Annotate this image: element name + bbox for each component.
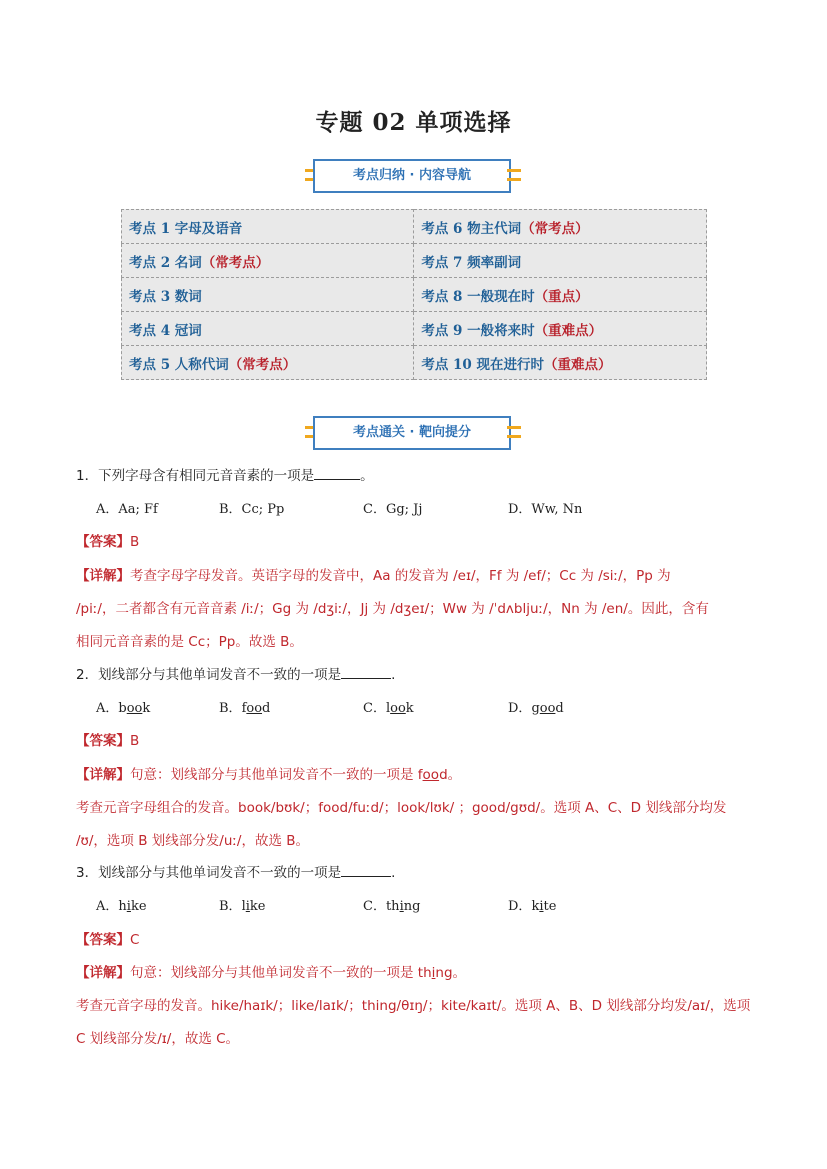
q2-option-d — [508, 697, 564, 716]
option-pre: f — [241, 701, 247, 716]
nav-row — [122, 210, 707, 244]
detail-text: 句意：划线部分与其他单词发音不一致的一项是 f — [130, 767, 423, 783]
answer-value: B — [130, 534, 140, 550]
option-ul: i — [126, 899, 131, 914]
topic-label: 考点 5 人称代词 — [129, 356, 229, 373]
detail-text: 句意：划线部分与其他单词发音不一致的一项是 th — [130, 965, 432, 981]
topic-label: 考点 10 现在进行时 — [421, 356, 545, 373]
q3-option-c — [363, 895, 420, 914]
topic-label: 考点 6 物主代词 — [421, 220, 522, 237]
detail-underlined: oo — [422, 767, 440, 783]
section-banner-practice — [307, 414, 519, 454]
q2-detail — [76, 763, 461, 783]
option-letter: A． — [96, 899, 119, 914]
q3-explain-line-1: 考查元音字母的发音。hike/haɪk/；like/laɪk/；thing/θɪŋ/；kite/kaɪt/。选项 A、B、D 划线部分均发/aɪ/，选项 — [76, 998, 751, 1014]
banner-deco-right — [507, 169, 521, 172]
q1-detail-line-2: /piː/，二者都含有元音音素 /iː/；Gg 为 /dʒiː/，Jj 为 /dʒeɪ/；Ww 为 /ˈdʌbljuː/，Nn 为 /en/。因此，含有 — [76, 601, 709, 617]
nav-cell-right — [414, 346, 707, 380]
section-banner-navigation — [307, 157, 519, 197]
option-letter: B． — [219, 899, 242, 914]
topic-priority-tag: （重点） — [534, 288, 589, 305]
banner-deco-right — [507, 426, 521, 429]
q2-answer — [76, 729, 139, 749]
option-post: d — [555, 701, 564, 716]
option-letter: A． — [96, 701, 119, 716]
q3-answer — [76, 928, 139, 948]
topic-priority-tag: （常考点） — [201, 254, 270, 271]
q3-option-b — [219, 895, 265, 914]
option-ul: oo — [246, 701, 263, 716]
answer-value: C — [130, 932, 140, 948]
banner-deco-right — [507, 435, 521, 438]
topic-label: 考点 3 数词 — [129, 288, 202, 305]
topic-priority-tag: （重难点） — [544, 356, 612, 373]
nav-cell-left — [122, 244, 414, 278]
answer-blank — [314, 467, 360, 480]
option-ul: i — [245, 899, 250, 914]
option-ul: oo — [126, 701, 143, 716]
question-3-stem — [76, 861, 395, 881]
option-ul: oo — [539, 701, 556, 716]
banner-deco-right — [507, 178, 521, 181]
option-letter: D． — [508, 899, 532, 914]
option-ul: i — [539, 899, 544, 914]
topic-label: 考点 7 频率副词 — [421, 254, 522, 271]
topic-priority-tag: （常考点） — [521, 220, 589, 237]
option-letter: C． — [363, 701, 386, 716]
q3-detail — [76, 961, 466, 981]
q1-detail-line-3: 相同元音音素的是 Cc；Pp。故选 B。 — [76, 634, 303, 650]
option-ul: i — [399, 899, 404, 914]
question-punct: . — [391, 667, 396, 683]
nav-cell-right — [414, 312, 707, 346]
q2-option-a — [96, 697, 150, 716]
topic-priority-tag: （常考点） — [228, 356, 297, 373]
topic-label: 考点 2 名词 — [129, 254, 202, 271]
detail-tag: 【详解】 — [76, 568, 130, 584]
topic-label: 考点 4 冠词 — [129, 322, 202, 339]
topic-priority-tag: （重难点） — [534, 322, 603, 339]
option-pre: l — [241, 899, 246, 914]
detail-tag: 【详解】 — [76, 965, 130, 981]
option-post: ng — [403, 899, 421, 914]
detail-text-end: d。 — [439, 767, 462, 783]
nav-row — [122, 278, 707, 312]
topic-label: 考点 1 字母及语音 — [129, 220, 243, 237]
detail-underlined: i — [431, 965, 436, 981]
q2-option-b — [219, 697, 270, 716]
nav-row — [122, 346, 707, 380]
option-pre: g — [531, 701, 540, 716]
question-punct: . — [391, 865, 396, 881]
banner-label: 考点通关 · 靶向提分 — [313, 416, 511, 450]
option-letter: D． — [508, 701, 532, 716]
nav-cell-right — [414, 210, 707, 244]
nav-cell-left — [122, 210, 414, 244]
q1-option-c: C．Gg; Jj — [363, 502, 423, 517]
option-letter: B． — [219, 701, 242, 716]
page-title: 专题 02 单项选择 — [315, 109, 512, 136]
question-1-stem — [76, 464, 374, 484]
option-ul: oo — [390, 701, 406, 716]
answer-tag: 【答案】 — [76, 932, 130, 948]
option-pre: k — [531, 899, 540, 914]
option-post: k — [405, 701, 414, 716]
option-post: d — [262, 701, 271, 716]
q2-explain-line-2: /ʊ/，选项 B 划线部分发/uː/，故选 B。 — [76, 833, 310, 849]
option-pre: b — [118, 701, 127, 716]
nav-cell-right — [414, 278, 707, 312]
option-pre: th — [385, 899, 400, 914]
q1-detail-line-1 — [76, 564, 671, 584]
answer-blank — [341, 666, 391, 679]
nav-cell-right — [414, 244, 707, 278]
q3-explain-line-2: C 划线部分发/ɪ/，故选 C。 — [76, 1031, 240, 1047]
question-2-stem — [76, 663, 395, 683]
detail-tag: 【详解】 — [76, 767, 130, 783]
option-letter: C． — [363, 899, 386, 914]
answer-blank — [341, 864, 391, 877]
question-text: 3．划线部分与其他单词发音不一致的一项是 — [76, 865, 342, 881]
option-post: ke — [249, 899, 266, 914]
question-punct: 。 — [360, 468, 374, 484]
banner-label: 考点归纳 · 内容导航 — [313, 159, 511, 193]
option-pre: l — [385, 701, 391, 716]
option-post: ke — [130, 899, 147, 914]
question-text: 1．下列字母含有相同元音音素的一项是 — [76, 468, 315, 484]
answer-value: B — [130, 733, 140, 749]
nav-cell-left — [122, 278, 414, 312]
topic-label: 考点 9 一般将来时 — [421, 322, 535, 339]
topic-label: 考点 8 一般现在时 — [421, 288, 535, 305]
q1-option-b: B．Cc; Pp — [219, 502, 285, 517]
detail-text: 考查字母字母发音。英语字母的发音中，Aa 的发音为 /eɪ/，Ff 为 /ef/；Cc 为 /siː/，Pp 为 — [130, 568, 671, 584]
question-text: 2．划线部分与其他单词发音不一致的一项是 — [76, 667, 342, 683]
option-post: k — [142, 701, 151, 716]
answer-tag: 【答案】 — [76, 733, 130, 749]
q2-option-c — [363, 697, 414, 716]
q1-option-a: A．Aa; Ff — [96, 502, 158, 517]
detail-text-end: ng。 — [435, 965, 467, 981]
q1-option-d: D．Ww, Nn — [508, 502, 583, 517]
q1-answer — [76, 530, 139, 550]
nav-row — [122, 312, 707, 346]
nav-cell-left — [122, 346, 414, 380]
nav-cell-left — [122, 312, 414, 346]
answer-tag: 【答案】 — [76, 534, 130, 550]
option-pre: h — [118, 899, 127, 914]
q3-option-a — [96, 895, 147, 914]
nav-row — [122, 244, 707, 278]
option-post: te — [543, 899, 557, 914]
q3-option-d — [508, 895, 556, 914]
q2-explain-line-1: 考查元音字母组合的发音。book/bʊk/；food/fuːd/；look/lʊk/ ；good/gʊd/。选项 A、C、D 划线部分均发 — [76, 800, 727, 816]
topic-navigation-table — [121, 209, 707, 380]
